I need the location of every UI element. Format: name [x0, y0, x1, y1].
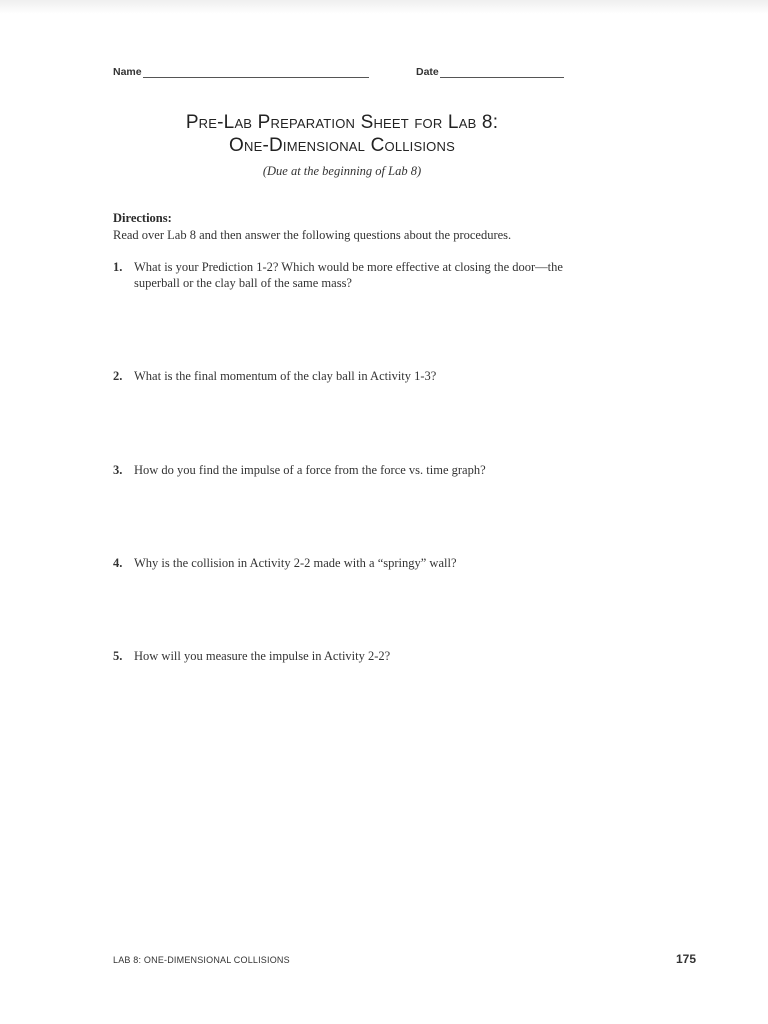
question-number: 4. [113, 556, 123, 570]
due-note: (Due at the beginning of Lab 8) [262, 164, 422, 178]
question-text: How will you measure the impulse in Activity 2-2? [134, 649, 391, 663]
date-field[interactable] [416, 66, 564, 78]
page-title-line-2: One-Dimensional Collisions [229, 135, 455, 156]
question-number: 2. [113, 369, 123, 383]
question-text: What is your Prediction 1-2? Which would be more effective at closing the door—the superball or the clay ball of the same mass? [134, 260, 563, 290]
name-label: Name [113, 66, 142, 78]
question-number: 1. [113, 260, 123, 274]
question-text: What is the final momentum of the clay ball in Activity 1-3? [134, 369, 437, 383]
directions-heading: Directions: [113, 211, 172, 225]
question-item [113, 462, 573, 478]
question-text: Why is the collision in Activity 2-2 made with a “springy” wall? [134, 556, 457, 570]
name-field[interactable] [113, 66, 369, 78]
question-item [113, 368, 573, 384]
name-blank-line[interactable] [143, 67, 369, 78]
question-text: How do you find the impulse of a force from the force vs. time graph? [134, 463, 486, 477]
question-item [113, 555, 573, 571]
question-number: 3. [113, 463, 123, 477]
page-number: 175 [676, 952, 697, 966]
directions-text: Read over Lab 8 and then answer the following questions about the procedures. [113, 228, 512, 242]
top-edge-shade [0, 0, 768, 14]
question-item [113, 648, 573, 664]
question-item [113, 259, 573, 291]
page-title-line-1: Pre-Lab Preparation Sheet for Lab 8: [185, 112, 499, 133]
question-number: 5. [113, 649, 123, 663]
date-label: Date [416, 66, 439, 78]
date-blank-line[interactable] [440, 67, 564, 78]
running-footer-title: LAB 8: ONE-DIMENSIONAL COLLISIONS [113, 955, 290, 965]
